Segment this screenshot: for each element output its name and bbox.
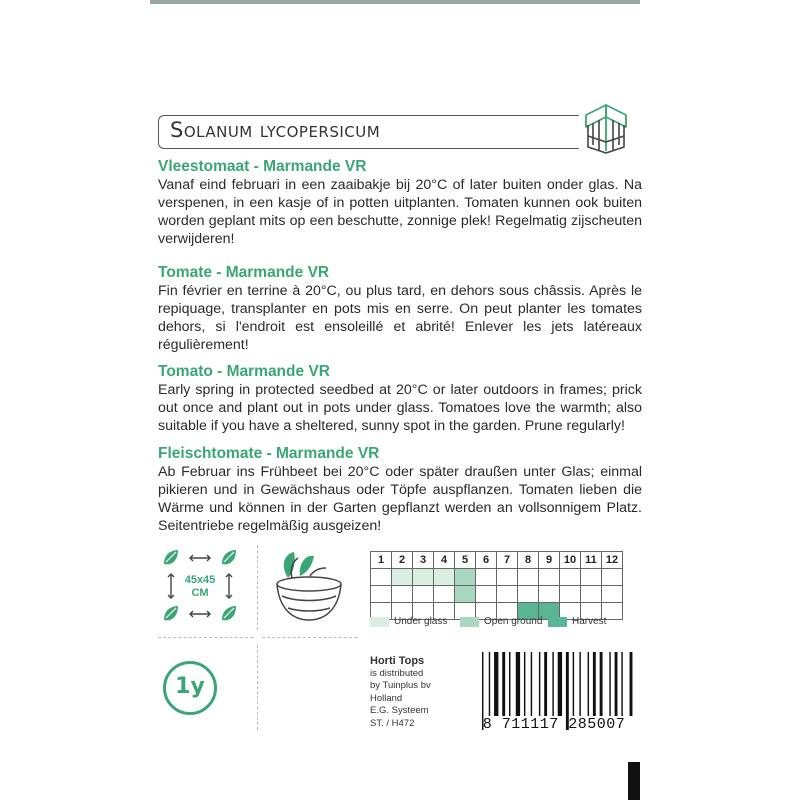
month-header: 12 — [602, 552, 623, 569]
calendar-row — [371, 586, 623, 603]
section-de — [158, 445, 642, 535]
calendar-cell — [518, 569, 539, 586]
barcode-bar — [494, 652, 498, 716]
section-text: Vanaf eind februari in een zaaibakje bij 20°C of later buiten onder glas. Na verspenen, in een kasje of in potten uitplanten. Tomaten kunnen ook buiten worden geplant mits op een beschutte, zonnige plek! Regelmatig zijscheuten verwijderen! — [158, 177, 642, 247]
section-text: Fin février en terrine à 20°C, ou plus tard, en dehors sous châssis. Après le repiquage, transplanter en pots mis en serre. On peut planter les tomates dehors, si l'endroit est ensoleillé et abrité! Enlever les jets latéreaux régulièrement! — [158, 283, 642, 353]
distributor-line: ST. / H472 — [370, 717, 415, 729]
barcode-bar — [531, 652, 532, 716]
section-title: Tomato - Marmande VR — [158, 363, 330, 380]
month-header: 4 — [434, 552, 455, 569]
divider — [158, 637, 253, 638]
barcode-number: 8 711117 285007 — [482, 716, 626, 733]
calendar-cell — [413, 586, 434, 603]
legend-swatch — [548, 617, 567, 627]
calendar-cell — [434, 569, 455, 586]
calendar-cell — [581, 569, 602, 586]
barcode-bar — [516, 652, 520, 716]
spacing-unit: CM — [191, 587, 209, 599]
brand-name: Horti Tops — [370, 655, 425, 667]
calendar-cell — [497, 586, 518, 603]
spacing-label — [179, 574, 221, 600]
barcode-bar — [600, 652, 603, 716]
month-header: 6 — [476, 552, 497, 569]
distributor-line: Holland — [370, 692, 403, 704]
section-title: Vleestomaat - Marmande VR — [158, 158, 367, 175]
top-bar — [150, 0, 640, 4]
barcode-bar — [502, 652, 505, 716]
section-text: Ab Februar ins Frühbeet bei 20°C oder später draußen unter Glas; einmal pikieren und in Gewächshaus oder Töpfe auspflanzen. Tomaten lieben die Wärme und können in der Garten gepflanzt werden an vollsonnigem Platz. Seitentriebe regelmäßig ausgeizen! — [158, 464, 642, 534]
divider — [257, 545, 258, 630]
section-title: Fleischtomate - Marmande VR — [158, 445, 380, 462]
barcode-bar — [573, 652, 574, 716]
section-en — [158, 363, 642, 435]
calendar-cell — [581, 586, 602, 603]
barcode-bar — [552, 652, 553, 716]
month-header: 10 — [560, 552, 581, 569]
scientific-name: Solanum lycopersicum — [170, 118, 381, 142]
sowing-calendar — [370, 551, 623, 620]
black-strip — [628, 762, 640, 800]
barcode-bar — [588, 652, 589, 716]
calendar-cell — [476, 569, 497, 586]
calendar-cell — [371, 569, 392, 586]
section-title: Tomate - Marmande VR — [158, 264, 330, 281]
barcode-bar — [630, 652, 633, 716]
legend-swatch — [460, 617, 479, 627]
calendar-cell — [413, 569, 434, 586]
legend-label: Harvest — [572, 616, 607, 627]
section-fr — [158, 264, 642, 354]
spacing-value: 45x45 — [184, 574, 216, 586]
barcode-bar — [579, 652, 580, 716]
plant-pot-icon — [270, 548, 348, 626]
divider — [262, 637, 357, 638]
legend-label: Under glass — [394, 616, 448, 627]
month-header: 7 — [497, 552, 518, 569]
barcode-bar — [539, 652, 540, 716]
calendar-months-row — [371, 552, 623, 569]
distributor-info — [370, 655, 431, 730]
calendar-cell — [539, 586, 560, 603]
calendar-cell — [560, 569, 581, 586]
calendar-cell — [560, 586, 581, 603]
distributor-line: by Tuinplus bv — [370, 680, 431, 691]
section-text: Early spring in protected seedbed at 20°C or later outdoors in frames; prick out once and plant out in pots under glass. Tomatoes love the warmth; also suitable if you have a sheltered, sunny spot in the garden. Prune regularly! — [158, 382, 642, 434]
calendar-cell — [434, 586, 455, 603]
calendar-cell — [497, 569, 518, 586]
distributor-line: E.G. Systeem — [370, 705, 429, 716]
month-header: 11 — [581, 552, 602, 569]
barcode-bar — [558, 652, 562, 716]
barcode-bar — [524, 652, 525, 716]
greenhouse-icon — [582, 101, 630, 155]
barcode-bar — [544, 652, 547, 716]
section-nl — [158, 158, 642, 248]
calendar-cell — [602, 569, 623, 586]
barcode-bar — [509, 652, 510, 716]
month-header: 5 — [455, 552, 476, 569]
calendar-cell — [539, 569, 560, 586]
month-header: 1 — [371, 552, 392, 569]
calendar-cell — [392, 586, 413, 603]
calendar-row — [371, 569, 623, 586]
divider — [257, 645, 258, 730]
calendar-cell — [602, 586, 623, 603]
calendar-cell — [476, 586, 497, 603]
calendar-cell — [518, 586, 539, 603]
calendar-cell — [455, 586, 476, 603]
barcode-bar — [621, 652, 622, 716]
distributor-line: is distributed — [370, 667, 424, 679]
calendar-cell — [371, 586, 392, 603]
barcode-bar — [615, 652, 618, 716]
calendar-cell — [455, 569, 476, 586]
legend-swatch — [370, 617, 389, 627]
month-header: 3 — [413, 552, 434, 569]
month-header: 8 — [518, 552, 539, 569]
calendar-cell — [392, 569, 413, 586]
barcode-bar — [489, 652, 490, 716]
barcode-bar — [593, 652, 596, 716]
month-header: 9 — [539, 552, 560, 569]
legend-label: Open ground — [484, 616, 543, 627]
month-header: 2 — [392, 552, 413, 569]
barcode-bar — [609, 652, 610, 716]
lifespan-label: 1y — [175, 674, 205, 699]
